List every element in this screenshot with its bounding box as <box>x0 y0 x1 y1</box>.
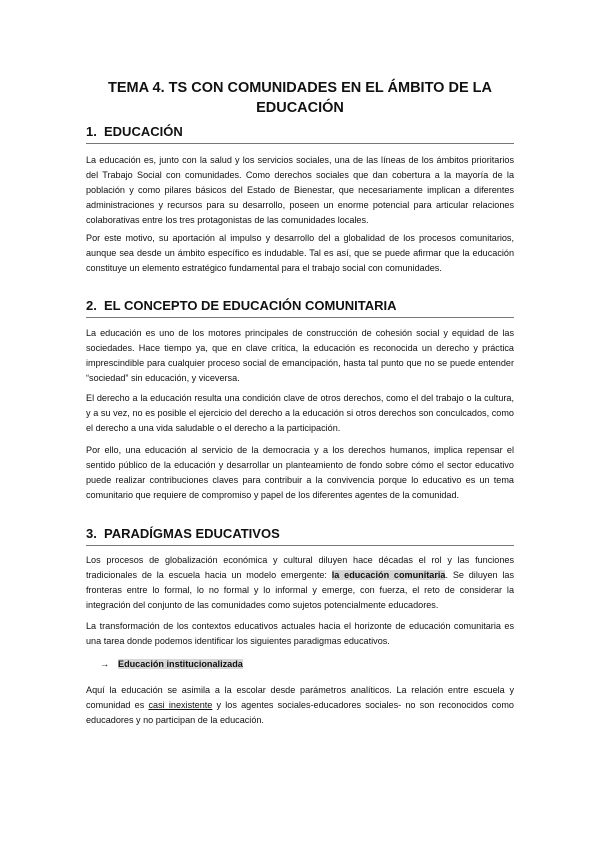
section-title: EDUCACIÓN <box>104 124 183 139</box>
section-heading-paradigmas <box>86 526 514 546</box>
paragraph: La educación es, junto con la salud y los servicios sociales, una de las líneas de los ámbitos prioritarios del Trabajo Social con comunidades. Como derechos sociales que dan cobertura a la mayoría de la población y como pilares básicos del Estado de Bienestar, que necesariamente implican a diferentes administraciones y recursos para su desarrollo, poseen un enorme potencial para articular relaciones colaborativas entre los tres protagonistas de las comunidades locales. <box>86 155 514 225</box>
paragraph: La transformación de los contextos educativos actuales hacia el horizonte de educación comunitaria es una tarea donde podemos identificar los siguientes paradigmas educativos. <box>86 621 514 646</box>
arrow-right-icon: → <box>100 659 110 669</box>
paragraph: Por este motivo, su aportación al impulso y desarrollo del a globalidad de los procesos comunitarios, aunque sea desde un ámbito específico es indudable. Tal es así, que se puede afirmar que la educación constituye un elemento estratégico fundamental para el trabajo social con comunidades. <box>86 233 514 273</box>
paragraph: El derecho a la educación resulta una condición clave de otros derechos, como el del trabajo o la cultura, y a su vez, no es posible el ejercicio del derecho a la educación si otros derechos son conculcados, como el derecho a una vida saludable o el derecho a la participación. <box>86 393 514 433</box>
paragraph <box>86 553 514 613</box>
section-title: PARADÍGMAS EDUCATIVOS <box>104 526 280 541</box>
section-number: 1. <box>86 124 97 139</box>
bullet-item <box>100 657 243 672</box>
section-number: 2. <box>86 298 97 313</box>
section-heading-educacion <box>86 124 514 144</box>
underlined-term: casi inexistente <box>148 700 213 710</box>
section-number: 3. <box>86 526 97 541</box>
paragraph-text: y los agentes sociales-educadores sociales- no son reconocidos como educadores y no participan de la educación. <box>86 700 514 725</box>
paragraph-text: Aquí la educación se asimila a la escolar desde parámetros analíticos. La relación entre escuela y comunidad es <box>86 685 514 710</box>
bullet-label: Educación institucionalizada <box>118 659 243 669</box>
paragraph-text: . Se diluyen las fronteras entre lo formal, lo no formal y lo informal y emerge, con fuerza, el reto de considerar la integración del conjunto de las comunidades como sujetos potencialmente educadores. <box>86 570 515 610</box>
highlighted-term: la educación comunitaria <box>331 570 446 580</box>
paragraph-text: Los procesos de globalización económica y cultural diluyen hace décadas el rol y las funciones tradicionales de la escuela hacia un modelo emergente: <box>86 555 514 580</box>
section-title: EL CONCEPTO DE EDUCACIÓN COMUNITARIA <box>104 298 397 313</box>
section-heading-concepto <box>86 298 514 318</box>
document-title: TEMA 4. TS CON COMUNIDADES EN EL ÁMBITO DE LA EDUCACIÓN <box>107 80 492 116</box>
paragraph <box>86 683 514 728</box>
paragraph: La educación es uno de los motores principales de construcción de cohesión social y equidad de las sociedades. Hace tiempo ya, que en clave crítica, la educación es reconocida un derecho y práctica imprescindible para cualquier proceso social de emancipación, hasta tal punto que no se puede entender “sociedad” sin educación, y viceversa. <box>86 328 514 383</box>
paragraph: Por ello, una educación al servicio de la democracia y a los derechos humanos, implica repensar el sentido público de la educación y desarrollar un planteamiento de fondo sobre cómo el sector educativo puede realizar contribuciones claves para contribuir a la convivencia porque lo educativo es un tema comunitario que requiere de compromiso y papel de los diferentes agentes de la comunidad. <box>86 445 514 500</box>
